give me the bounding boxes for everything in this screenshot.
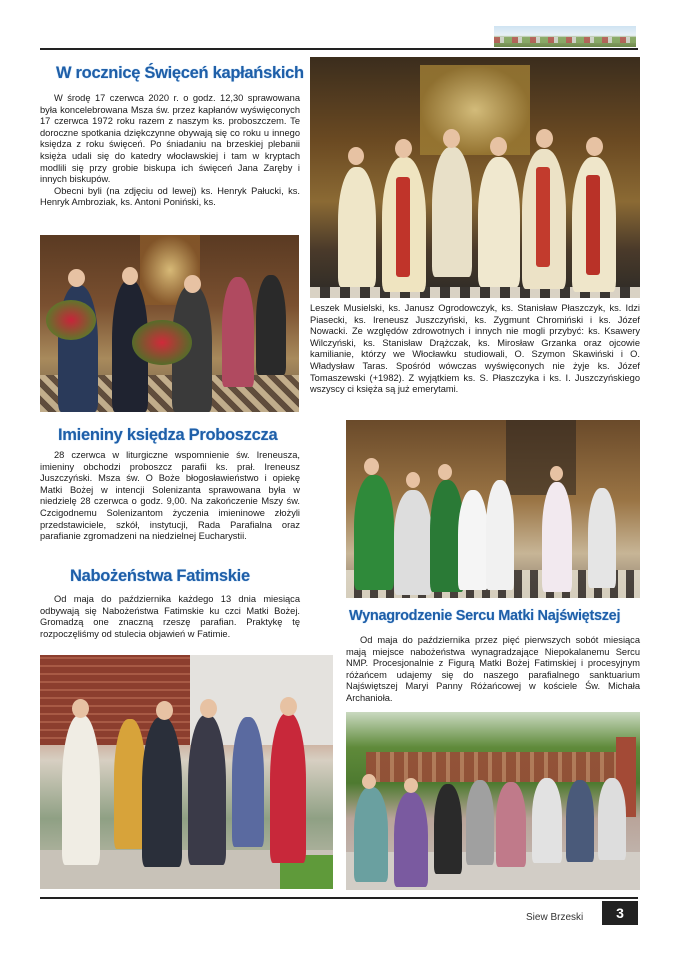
priests-group-photo — [310, 57, 640, 298]
paragraph: Od maja do października każdego 13 dnia miesiąca odbywają się Nabożeństwa Fatimskie ku czci Matki Bożej. Gromadzą one znaczną rzeszę parafian. Praktykę tę rozpoczęliśmy od stulecia objawień w Fatimie. — [40, 594, 300, 639]
nameday-wishes-photo — [346, 420, 640, 598]
fatima-procession-photo — [40, 655, 333, 889]
article-text — [40, 450, 300, 543]
page-number: 3 — [602, 901, 638, 925]
paragraph: 28 czerwca w liturgiczne wspomnienie św. Ireneusza, imieniny obchodzi proboszcz parafii ks. prał. Ireneusz Juszczyński. Msza św. O Boże błogosławieństwo i opiekę Matki Bożej w intencji Solenizanta sprawowana była w niedzielę 28 czerwca o godz. 9,00. Na zakończenie Mszy św. Czcigodnemu Solenizantom życzenia imieninowe złożyli przedstawiciele, szkół, instytucji, Rada Parafialna oraz parafianie zgromadzeni na niedzielnej Eucharystii. — [40, 450, 300, 542]
rosary-procession-photo — [346, 712, 640, 890]
header-thumbnail-image — [494, 26, 636, 47]
paragraph: Obecni byli (na zdjęciu od lewej) ks. Henryk Pałucki, ks. Henryk Ambroziak, ks. Antoni Poniński, ks. — [40, 185, 300, 208]
article-title: Nabożeństwa Fatimskie — [70, 567, 250, 585]
flowers-presentation-photo — [40, 235, 299, 412]
paragraph: Od maja do października przez pięć pierwszych sobót miesiąca mają miejsce nabożeństwa wynagradzające Niepokalanemu Sercu NMP. Procesjonalnie z Figurą Matki Bożej Fatimskiej i procesyjnym różańcem udajemy się do naszego parafialnego sanktuarium Najświętszej Maryi Panny Różańcowej w kościele Św. Michała Archanioła. — [346, 635, 640, 703]
header-divider — [40, 48, 638, 50]
footer-divider — [40, 897, 638, 899]
article-text — [40, 93, 300, 209]
article-text — [346, 635, 640, 705]
article-text-continued — [310, 303, 640, 396]
paragraph: W środę 17 czerwca 2020 r. o godz. 12,30 sprawowana była koncelebrowana Msza św. przez kapłanów wyświęconych 17 czerwca 1972 roku razem z naszym ks. proboszczem. Te doroczne spotkania dziękczynne obywają się co roku u innego księdza z roku święceń. Po śniadaniu na brzeskiej plebanii księża udali się do katedry włocławskiej i tam w kryptach modlili się przy grobie biskupa ich święceń Jana Zaręby i innych biskupów. — [40, 93, 300, 185]
publication-name: Siew Brzeski — [526, 912, 584, 923]
article-text — [40, 594, 300, 640]
article-title: W rocznicę Święceń kapłańskich — [56, 64, 304, 82]
paragraph: Leszek Musielski, ks. Janusz Ogrodowczyk, ks. Stanisław Płaszczyk, ks. Idzi Piasecki, ks. Ireneusz Juszczyński, ks. Zygmunt Chromiński i ks. Józef Nowacki. Ze względów zdrowotnych i innych nie mogli przybyć: ks. Ksawery Wilczyński, ks. Stanisław Drążczak, ks. Mirosław Grzanka oraz ojcowie kamilianie, którzy we Włocławku studiowali, O. Szymon Skawiński i O. Władysław Taras. Spośród wówczas wyświęconych nie żyje ks. Józef Tomaszewski (+1982). Z wyjątkiem ks. S. Płaszczyka i ks. I. Juszczyńskiego wszyscy ci księża są już emerytami. — [310, 303, 640, 395]
article-title: Wynagrodzenie Sercu Matki Najświętszej — [349, 608, 621, 624]
article-title: Imieniny księdza Proboszcza — [58, 426, 278, 444]
